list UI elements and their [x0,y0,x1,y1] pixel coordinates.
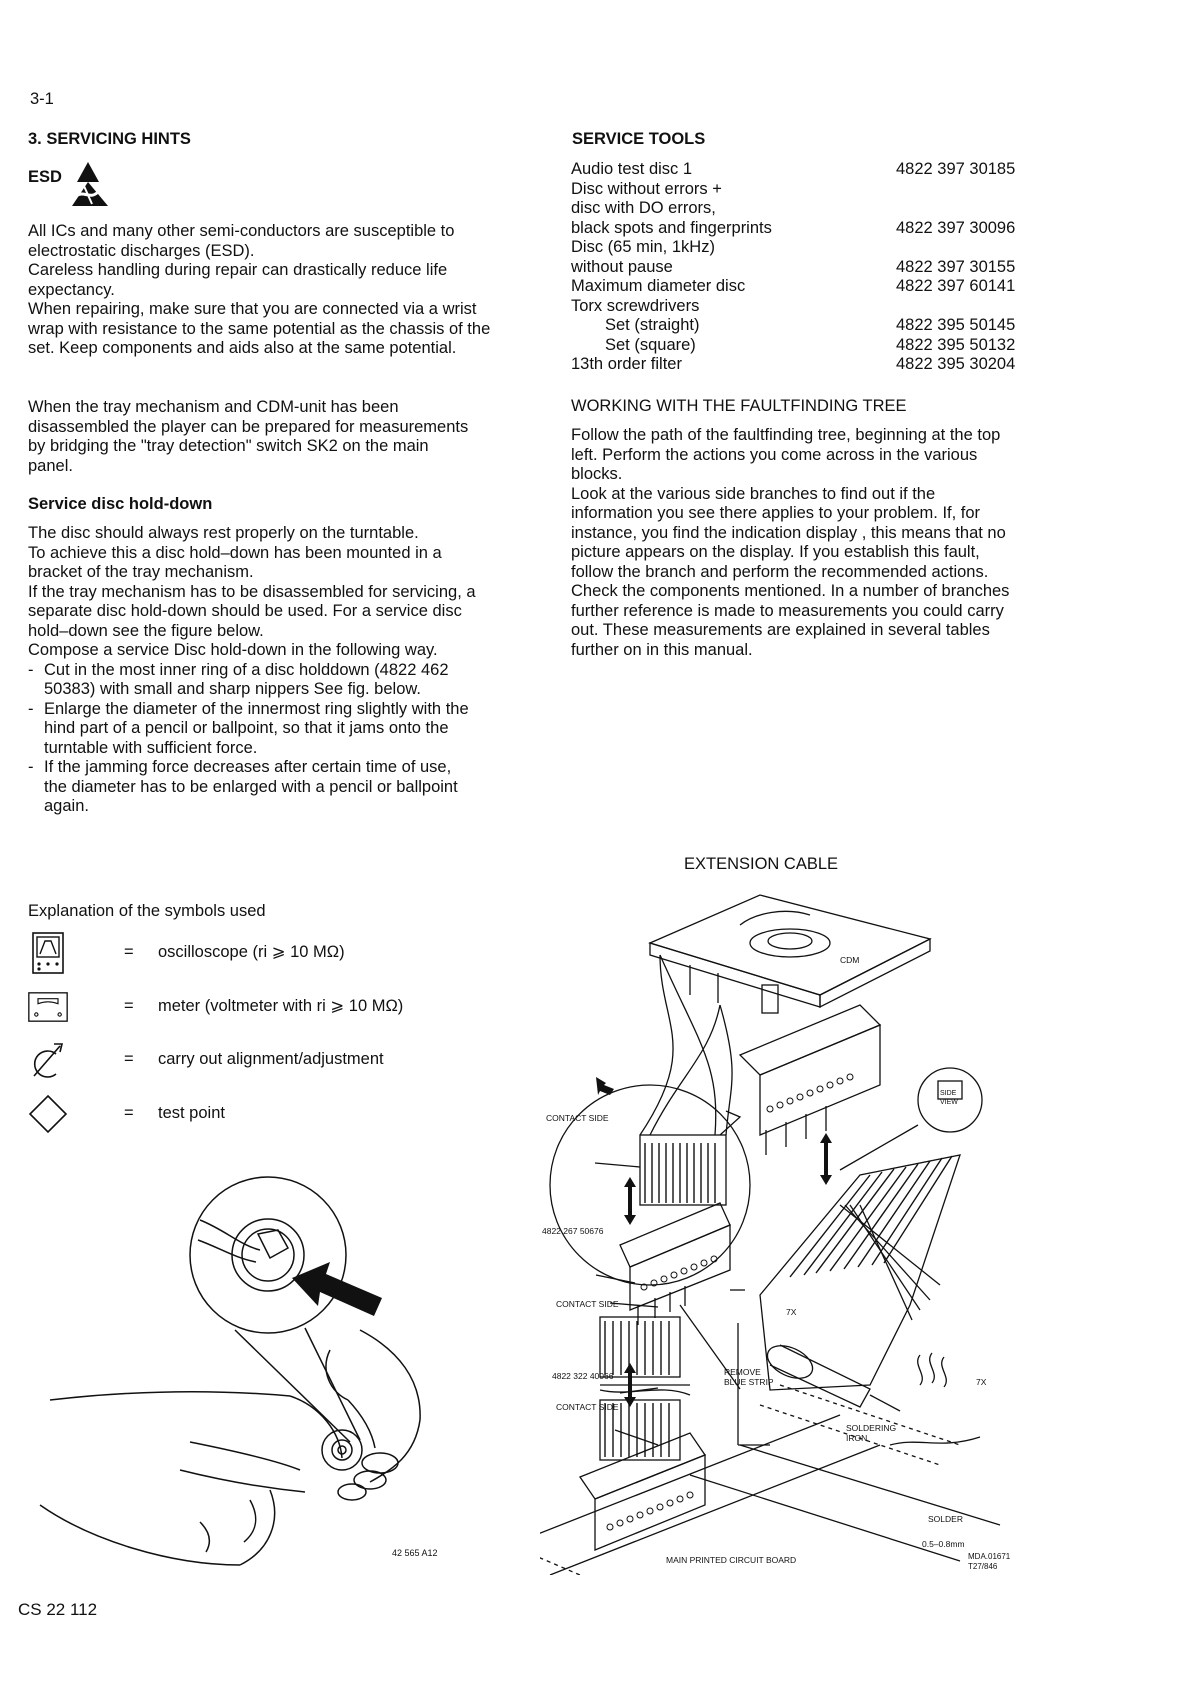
tray-paragraph: When the tray mechanism and CDM-unit has been disassembled the player can be prepared for measurements by bridging the "tray detection" switch SK2 on the main panel. [28,398,469,475]
tool-row: Torx screwdrivers [571,296,700,315]
tool-row: Disc (65 min, 1kHz) [571,238,715,256]
holddown-illustration [30,1170,500,1570]
faultfinding-heading: WORKING WITH THE FAULTFINDING TREE [571,397,907,415]
holddown-paragraph-4: Compose a service Disc hold-down in the following way. [28,641,438,659]
soldering-iron-label: IRON [846,1433,868,1443]
service-tools-list [571,160,1031,375]
remove-strip-label: REMOVE [724,1367,761,1377]
solder-size-label: 0.5–0.8mm [922,1539,965,1549]
symbol-description: meter (voltmeter with ri ⩾ 10 MΩ) [158,997,404,1016]
tool-row: Set (straight) 4822 395 50145 [605,316,1016,334]
symbol-description: carry out alignment/adjustment [158,1050,384,1069]
solder-label: SOLDER [928,1514,963,1524]
holddown-paragraph-2: To achieve this a disc hold–down has been mounted in a bracket of the tray mechanism. [28,543,442,581]
esd-paragraph-3: When repairing, make sure that you are connected via a wrist wrap with resistance to the same potential as the chassis of the set. Keep components and aids also at the same potential. [28,300,491,357]
symbol-description: test point [158,1104,225,1123]
figure-code-label: MDA.01671 [968,1552,1011,1561]
equals-sign: = [124,943,134,962]
soldering-iron-label: SOLDERING [846,1423,897,1433]
equals-sign: = [124,997,134,1016]
symbol-row [28,984,404,1030]
remove-strip-label: BLUE STRIP [724,1377,774,1387]
esd-warning-icon [62,160,114,208]
section-heading: 3. SERVICING HINTS [28,130,191,148]
symbols-heading: Explanation of the symbols used [28,902,266,920]
count-label: 7X [976,1377,987,1387]
symbol-row [28,930,345,976]
tray-text [28,398,478,476]
side-view-label: VIEW [940,1099,958,1106]
footer-code: CS 22 112 [18,1600,98,1619]
holddown-step: - If the jamming force decreases after certain time of use, the diameter has to be enlarged with a pencil or ballpoint again. [28,758,458,815]
tool-row: 13th order filter 4822 395 30204 [571,355,1016,373]
symbol-description: oscilloscope (ri ⩾ 10 MΩ) [158,943,345,962]
tool-row: disc with DO errors, [571,199,716,217]
cdm-label: CDM [840,955,860,965]
extension-cable-title: EXTENSION CABLE [684,855,839,873]
tool-row: Disc without errors + [571,179,722,198]
esd-paragraph-2: Careless handling during repair can drastically reduce life expectancy. [28,261,448,299]
page-number: 3-1 [30,90,54,108]
side-view-label: SIDE [940,1090,957,1097]
contact-side-label: CONTACT SIDE [556,1402,619,1412]
figure-code-label: T27/846 [968,1562,998,1571]
holddown-paragraph-1: The disc should always rest properly on the turntable. [28,524,419,542]
service-tools-heading: SERVICE TOOLS [572,130,706,148]
faultfinding-text [571,426,1016,660]
tool-row: without pause 4822 397 30155 [571,257,1016,276]
holddown-text [28,524,498,817]
part-number-label: 4822 322 40066 [552,1371,614,1381]
oscilloscope-icon [28,932,68,974]
contact-side-label: CONTACT SIDE [556,1299,619,1309]
contact-side-label: CONTACT SIDE [546,1113,609,1123]
tool-row: Set (square) 4822 395 50132 [605,335,1016,354]
main-board-label: MAIN PRINTED CIRCUIT BOARD [666,1555,797,1565]
esd-label: ESD [28,168,62,186]
holddown-step: - Enlarge the diameter of the innermost ring slightly with the hind part of a pencil or ballpoint, so that it jams onto the turntable with sufficient force. [28,699,469,757]
meter-icon [28,986,68,1028]
faultfinding-paragraph-1: Follow the path of the faultfinding tree, beginning at the top left. Perform the actions you come across in the various blocks. [571,426,1001,483]
equals-sign: = [124,1104,134,1123]
extension-cable-diagram [540,885,1020,1575]
symbol-row [28,1037,384,1083]
symbol-row [28,1091,225,1137]
holddown-figure-code: 42 565 A12 [392,1548,438,1558]
esd-text [28,222,498,359]
adjustment-icon [28,1039,68,1081]
esd-paragraph-1: All ICs and many other semi-conductors are susceptible to electrostatic discharges (ESD). [28,222,455,260]
holddown-heading: Service disc hold-down [28,495,213,513]
holddown-paragraph-3: If the tray mechanism has to be disassembled for servicing, a separate disc hold-down should be used. For a service disc hold–down see the figure below. [28,582,476,640]
tool-row: Audio test disc 1 4822 397 30185 [571,160,1016,178]
tool-row: Maximum diameter disc 4822 397 60141 [571,277,1016,295]
part-number-label: 4822 267 50676 [542,1226,604,1236]
faultfinding-paragraph-2: Look at the various side branches to find out if the information you see there applies to your problem. If, for instance, you find the indication display , this means that no picture appears on the display. If you establish this fault, follow the branch and perform the recommended actions. Check the components mentioned. In a number of branches further reference is made to measurements you could carry out. These measurements are explained in several tables further on in this manual. [571,484,1010,659]
tool-row: black spots and fingerprints 4822 397 30096 [571,218,1016,237]
test-point-icon [28,1093,68,1135]
equals-sign: = [124,1050,134,1069]
holddown-step: - Cut in the most inner ring of a disc holddown (4822 462 50383) with small and sharp nippers See fig. below. [28,660,449,698]
count-label: 7X [786,1307,797,1317]
